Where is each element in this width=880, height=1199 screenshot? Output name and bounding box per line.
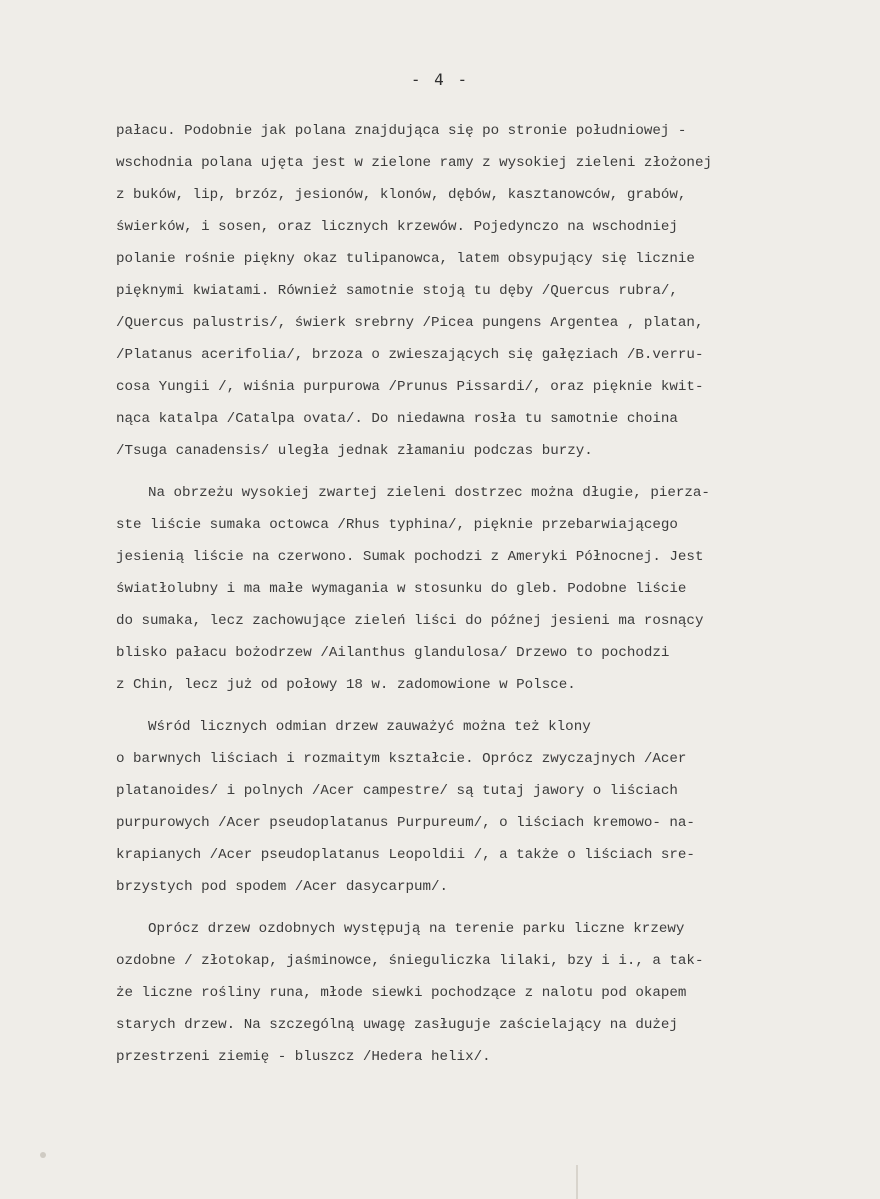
text-line: ste liście sumaka octowca /Rhus typhina/, pięknie przebarwiającego: [116, 517, 678, 533]
text-line: platanoides/ i polnych /Acer campestre/ są tutaj jawory o liściach: [116, 783, 678, 799]
paragraph-1: [116, 115, 876, 467]
text-line: do sumaka, lecz zachowujące zieleń liści do późnej jesieni ma rosnący: [116, 613, 704, 629]
text-line: polanie rośnie piękny okaz tulipanowca, latem obsypujący się licznie: [116, 251, 695, 267]
text-line: cosa Yungii /, wiśnia purpurowa /Prunus Pissardi/, oraz pięknie kwit-: [116, 379, 704, 395]
text-line: o barwnych liściach i rozmaitym kształcie. Oprócz zwyczajnych /Acer: [116, 751, 687, 767]
text-line: Oprócz drzew ozdobnych występują na terenie parku liczne krzewy: [148, 921, 685, 937]
paragraph-3: [116, 711, 876, 903]
text-line: jesienią liście na czerwono. Sumak pochodzi z Ameryki Północnej. Jest: [116, 549, 704, 565]
text-line: purpurowych /Acer pseudoplatanus Purpureum/, o liściach kremowo- na-: [116, 815, 695, 831]
text-line: nąca katalpa /Catalpa ovata/. Do niedawna rosła tu samotnie choina: [116, 411, 678, 427]
text-line: światłolubny i ma małe wymagania w stosunku do gleb. Podobne liście: [116, 581, 687, 597]
text-line: z buków, lip, brzóz, jesionów, klonów, dębów, kasztanowców, grabów,: [116, 187, 687, 203]
text-line: /Platanus acerifolia/, brzoza o zwieszających się gałęziach /B.verru-: [116, 347, 704, 363]
paragraph-2: [116, 477, 876, 701]
text-line: Na obrzeżu wysokiej zwartej zieleni dostrzec można długie, pierza-: [148, 485, 710, 501]
text-line: pałacu. Podobnie jak polana znajdująca się po stronie południowej -: [116, 123, 687, 139]
page-number: - 4 -: [410, 70, 470, 89]
text-line: wschodnia polana ujęta jest w zielone ramy z wysokiej zieleni złożonej: [116, 155, 712, 171]
paragraph-4: [116, 913, 876, 1073]
text-line: że liczne rośliny runa, młode siewki pochodzące z nalotu pod okapem: [116, 985, 687, 1001]
body-text: [116, 115, 876, 1073]
text-line: blisko pałacu bożodrzew /Ailanthus glandulosa/ Drzewo to pochodzi: [116, 645, 670, 661]
paper-crease: [576, 1165, 578, 1199]
paper-speck: [40, 1152, 46, 1158]
text-line: świerków, i sosen, oraz licznych krzewów. Pojedynczo na wschodniej: [116, 219, 678, 235]
text-line: ozdobne / złotokap, jaśminowce, śnieguliczka lilaki, bzy i i., a tak-: [116, 953, 704, 969]
text-line: przestrzeni ziemię - bluszcz /Hedera helix/.: [116, 1049, 491, 1065]
text-line: starych drzew. Na szczególną uwagę zasługuje zaścielający na dużej: [116, 1017, 678, 1033]
text-line: Wśród licznych odmian drzew zauważyć można też klony: [148, 719, 591, 735]
text-line: z Chin, lecz już od połowy 18 w. zadomowione w Polsce.: [116, 677, 576, 693]
text-line: pięknymi kwiatami. Również samotnie stoją tu dęby /Quercus rubra/,: [116, 283, 678, 299]
text-line: /Tsuga canadensis/ uległa jednak złamaniu podczas burzy.: [116, 443, 593, 459]
text-line: /Quercus palustris/, świerk srebrny /Picea pungens Argentea , platan,: [116, 315, 704, 331]
text-line: brzystych pod spodem /Acer dasycarpum/.: [116, 879, 449, 895]
text-line: krapianych /Acer pseudoplatanus Leopoldii /, a także o liściach sre-: [116, 847, 695, 863]
